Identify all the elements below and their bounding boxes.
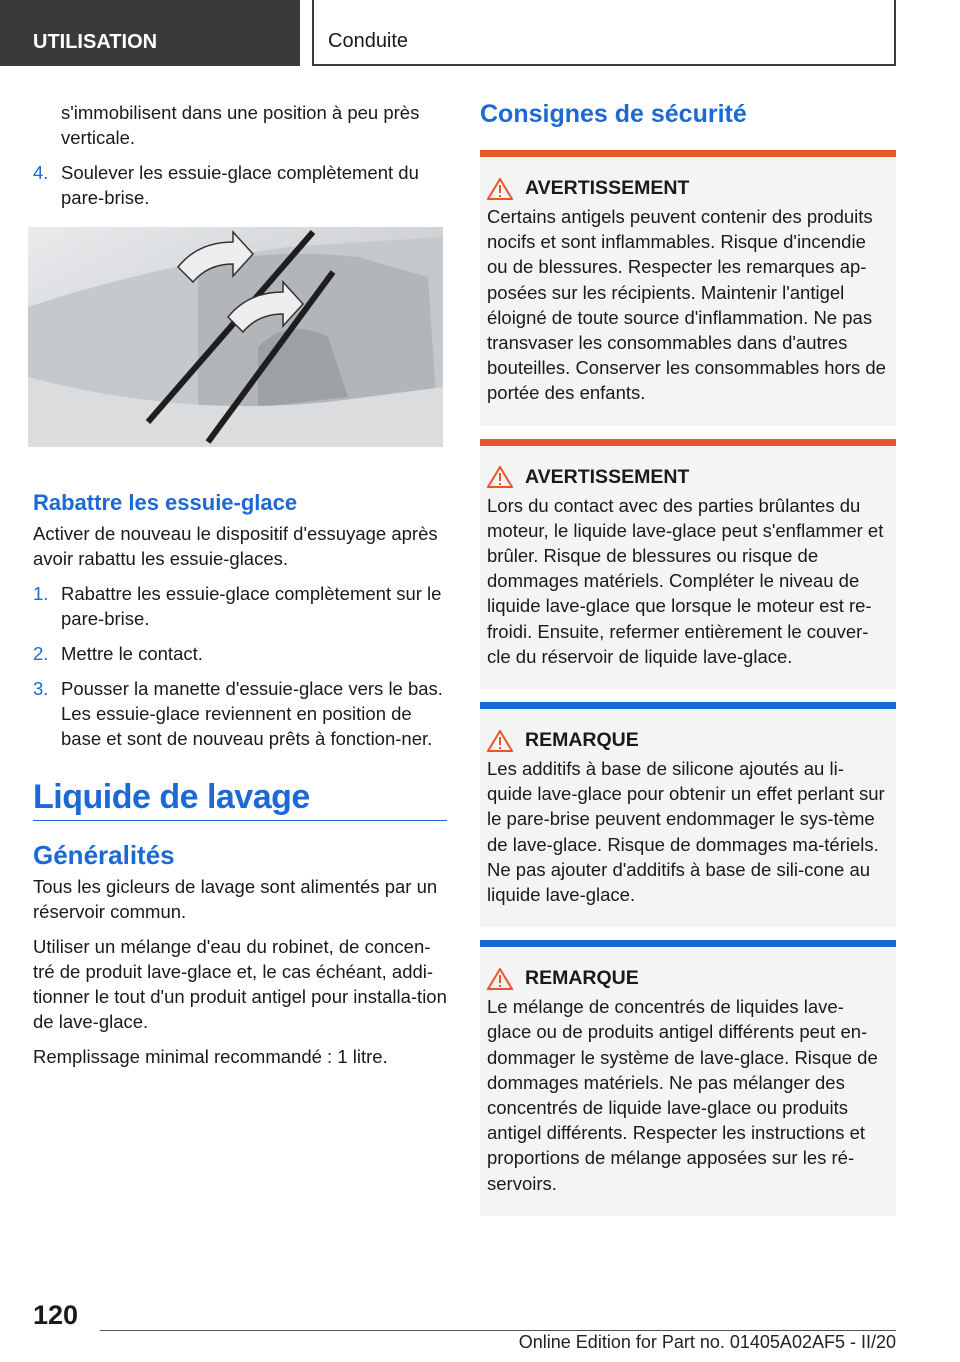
right-column [480,100,896,1229]
box-title [487,177,888,200]
box-title [487,967,888,990]
note-box-1 [480,702,896,927]
paragraph-3: Remplissage minimal recommandé : 1 litre. [33,1046,388,1067]
box-title [487,729,888,752]
warning-triangle-icon [487,968,513,990]
step-text: Rabattre les essuie-glace complètement sur le pare-brise. [61,583,442,629]
liquide-heading: Liquide de lavage [33,785,447,821]
header-section-tab: UTILISATION [0,0,300,66]
warning-box-1 [480,150,896,426]
warning-box-2 [480,439,896,689]
step-1 [33,581,447,631]
step-3 [33,676,447,751]
box-text: Les additifs à base de silicone ajoutés au li-quide lave-glace pour obtenir un effet perlant sur le pare-brise peuvent endommager le sys-tème de lave-glace. Risque de dommages ma-tériels. Ne pas ajouter d'additifs à base de sili-cone au liquide lave-glace. [487,758,885,906]
step-text: Mettre le contact. [61,643,203,664]
paragraph-1: Tous les gicleurs de lavage sont alimentés par un réservoir commun. [33,876,438,922]
box-text: Lors du contact avec des parties brûlantes du moteur, le liquide lave-glace peut s'enflammer et brûler. Risque de blessures ou risque de dommages matériels. Compléter le niveau de liquide lave-glace que lorsque le moteur est re-froidi. Ensuite, refermer entièrement le couver-cle du réservoir de liquide lave-glace. [487,494,884,667]
note-box-2 [480,940,896,1216]
step-number: 3. [33,678,49,699]
box-label: AVERTISSEMENT [525,177,690,199]
warning-triangle-icon [487,730,513,752]
footer-edition: Online Edition for Part no. 01405A02AF5 - II/20 [518,1332,896,1352]
step-number: 1. [33,583,49,604]
footer-divider [100,1330,896,1331]
box-label: AVERTISSEMENT [525,465,690,488]
rabattre-heading: Rabattre les essuie-glace [33,490,298,515]
rabattre-intro: Activer de nouveau le dispositif d'essuyage après avoir rabattu les essuie-glaces. [33,523,438,569]
warning-triangle-icon [487,466,513,488]
box-text: Certains antigels peuvent contenir des produits nocifs et sont inflammables. Risque d'incendie ou de blessures. Respecter les remarques ap-posées sur les récipients. Maintenir l'antigel éloigné de toute source d'inflammation. Ne pas transvaser les consommables dans d'autres bouteilles. Conserver les consommables hors de portée des enfants. [487,206,886,404]
consignes-heading: Consignes de sécurité [480,100,747,128]
step-4 [33,160,447,210]
step-3-continuation: s'immobilisent dans une position à peu près verticale. [61,102,420,148]
page-number: 120 [33,1300,79,1330]
step-2 [33,641,447,666]
box-label: REMARQUE [525,729,639,752]
warning-triangle-icon [487,178,513,200]
box-label: REMARQUE [525,967,639,990]
step-text: Soulever les essuie-glace complètement du pare-brise. [61,162,419,208]
wiper-illustration [28,227,443,447]
generalites-heading: Généralités [33,840,175,870]
paragraph-2: Utiliser un mélange d'eau du robinet, de concen-tré de produit lave-glace et, le cas échéant, addi-tionner le tout d'un produit antigel pour installa-tion de lave-glace. [33,936,447,1032]
header-chapter-tab: Conduite [312,0,896,66]
step-number: 4. [33,162,49,183]
step-number: 2. [33,643,49,664]
box-text: Le mélange de concentrés de liquides lave-glace ou de produits antigel différents peut en-dommager le système de lave-glace. Risque de dommages matériels. Ne pas mélanger des concentrés de liquide lave-glace ou produits antigel différents. Respecter les instructions et proportions de mélange apposées sur les ré-servoirs. [487,996,878,1194]
step-text: Pousser la manette d'essuie-glace vers le bas. Les essuie-glace reviennent en position de base et sont de nouveau prêts à fonction-ner. [61,678,443,749]
box-title [487,466,888,489]
